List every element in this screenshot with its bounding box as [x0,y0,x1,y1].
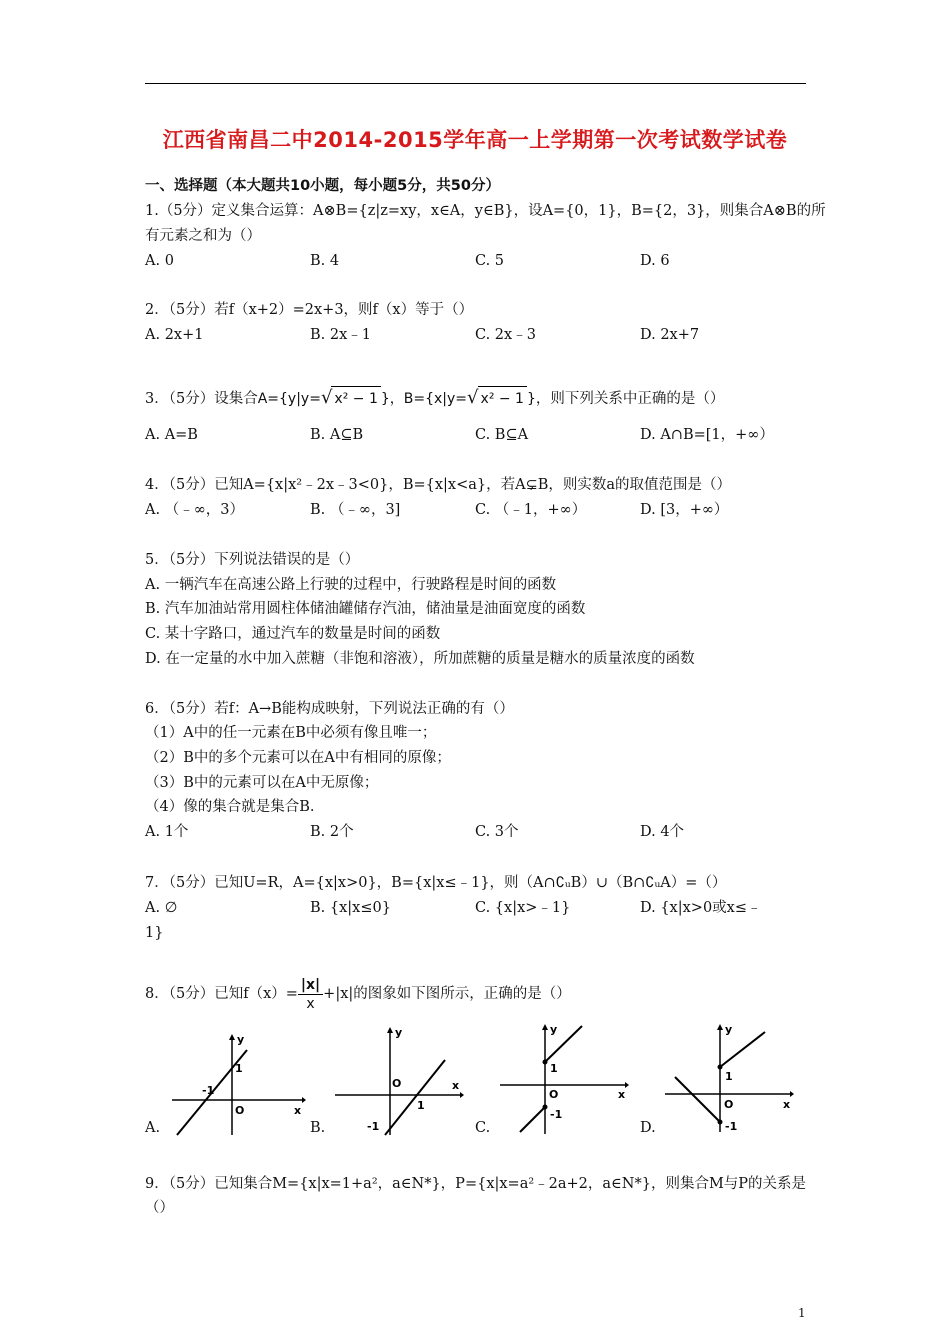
question-4-text: 4．（5分）已知A={x|x²﹣2x﹣3<0}，B={x|x<a}，若A⊊B，则实数a的取值范围是（） [145,477,732,493]
graph-b-line [385,1060,445,1135]
sqrt-icon: √ [320,387,333,408]
graph-d-one: 1 [725,1070,733,1083]
graph-d-x-label: x [783,1098,791,1111]
q7-option-b: B. {x|x≤0} [310,900,391,916]
q6-option-c: C. 3个 [475,824,519,840]
q3-option-a: A. A=B [145,427,198,443]
graph-c-left-line [520,1107,545,1132]
q6-option-a: A. 1个 [145,824,189,840]
graph-c-one: 1 [550,1062,558,1075]
graph-a-origin: O [235,1104,245,1117]
graph-b [335,1025,470,1144]
q5-option-d: D. 在一定量的水中加入蔗糖（非饱和溶液），所加蔗糖的质量是糖水的质量浓度的函数 [145,651,695,667]
question-8-text [145,975,571,1013]
graph-a-one: 1 [235,1062,243,1075]
q2-option-a: A. 2x+1 [145,327,204,343]
question-9-text-cont: （） [145,1200,174,1216]
graph-c-y-label: y [550,1023,558,1036]
q3-set-b-open: ，B={x|y= [389,391,468,407]
q6-item-4: （4）像的集合就是集合B. [145,799,315,815]
q2-option-d: D. 2x+7 [640,327,700,343]
graph-c-label: C. [475,1120,491,1136]
graph-a-x-label: x [294,1104,302,1117]
q5-option-c: C. 某十字路口，通过汽车的数量是时间的函数 [145,626,441,642]
q8-prefix: 8．（5分）已知f（x）= [145,986,298,1002]
q1-option-c: C. 5 [475,253,505,269]
question-3-text [145,386,724,411]
sqrt-icon: √ [467,387,479,408]
q7-option-d-wrap: 1} [145,925,164,941]
graph-d-y-label: y [725,1023,733,1036]
q3-option-c: C. B⊆A [475,427,529,443]
graph-d-origin: O [724,1098,734,1111]
q6-item-3: （3）B中的元素可以在A中无原像； [145,775,379,791]
q3-radicand-a: x² − 1 [331,386,380,411]
q6-item-1: （1）A中的任一元素在B中必须有像且唯一； [145,725,437,741]
q3-set-a-close: } [380,391,390,407]
q6-option-d: D. 4个 [640,824,685,840]
graph-b-y-label: y [395,1026,403,1039]
q8-frac-den: x [306,995,315,1012]
q6-option-b: B. 2个 [310,824,354,840]
page-number: 1 [798,1306,806,1320]
question-1-text-cont: 有元素之和为（） [145,228,261,244]
q5-option-b: B. 汽车加油站常用圆柱体储油罐储存汽油，储油量是油面宽度的函数 [145,601,586,617]
q3-option-d: D. A∩B=[1，+∞） [640,427,774,443]
question-2-text: 2．（5分）若f（x+2）=2x+3，则f（x）等于（） [145,302,474,318]
q8-frac-num: |x| [298,976,323,995]
graph-b-label: B. [310,1120,326,1136]
question-1-text: 1.（5分）定义集合运算：A⊗B={z|z=xy，x∈A，y∈B}，设A={0，1}，B={2，3}，则集合A⊗B的所 [145,203,826,219]
q4-option-d: D. [3，+∞） [640,502,729,518]
header-rule [145,83,806,84]
question-6-text: 6．（5分）若f：A→B能构成映射，下列说法正确的有（） [145,701,514,717]
graph-d [665,1022,800,1141]
q1-option-a: A. 0 [145,253,174,269]
q4-option-a: A. （﹣∞，3） [145,502,244,518]
graph-d-neg-one: -1 [725,1120,738,1133]
graph-c [500,1022,635,1141]
graph-d-label: D. [640,1120,656,1136]
question-9-text: 9．（5分）已知集合M={x|x=1+a²，a∈N*}，P={x|x=a²﹣2a+2，a∈N*}，则集合M与P的关系是 [145,1176,807,1192]
q8-fraction [298,976,323,1013]
graph-a-y-label: y [237,1033,245,1046]
question-5-text: 5．（5分）下列说法错误的是（） [145,552,360,568]
q5-option-a: A. 一辆汽车在高速公路上行驶的过程中，行驶路程是时间的函数 [145,577,557,593]
q8-suffix: +|x|的图象如下图所示，正确的是（） [323,986,571,1002]
graph-c-neg-one: -1 [550,1108,563,1121]
graph-a-label: A. [145,1120,161,1136]
q7-option-d: D. {x|x>0或x≤﹣ [640,900,762,916]
q1-option-d: D. 6 [640,253,670,269]
q3-set-a-open: A={y|y= [257,391,321,407]
q3-radicand-b: x² − 1 [478,386,527,411]
q7-option-a: A. ∅ [145,900,178,916]
graph-a [172,1030,307,1144]
q2-option-c: C. 2x﹣3 [475,327,536,343]
question-7-text: 7．（5分）已知U=R，A={x|x>0}，B={x|x≤﹣1}，则（A∩∁ᵤB）∪（B∩∁ᵤA）=（） [145,875,727,891]
q4-option-c: C. （﹣1，+∞） [475,502,587,518]
q3-set-b-close: } [526,391,536,407]
q7-option-c: C. {x|x>﹣1} [475,900,571,916]
graph-b-x-label: x [452,1079,460,1092]
q3-option-b: B. A⊆B [310,427,364,443]
q3-suffix: ，则下列关系中正确的是（） [535,391,725,407]
page-title: 江西省南昌二中2014-2015学年高一上学期第一次考试数学试卷 [162,128,788,152]
graph-b-neg-one: -1 [367,1120,380,1133]
graph-d-left-line [675,1077,720,1122]
q6-item-2: （2）B中的多个元素可以在A中有相同的原像； [145,750,451,766]
graph-c-origin: O [549,1088,559,1101]
q2-option-b: B. 2x﹣1 [310,327,372,343]
section-heading: 一、选择题（本大题共10小题，每小题5分，共50分） [145,178,500,194]
q3-prefix: 3．（5分）设集合 [145,391,258,407]
graph-a-neg-one: -1 [202,1084,215,1097]
graph-d-right-line [720,1032,765,1067]
graph-c-x-label: x [618,1088,626,1101]
graph-b-one: 1 [417,1099,425,1112]
q1-option-b: B. 4 [310,253,340,269]
graph-b-origin: O [392,1077,402,1090]
q4-option-b: B. （﹣∞，3] [310,502,401,518]
